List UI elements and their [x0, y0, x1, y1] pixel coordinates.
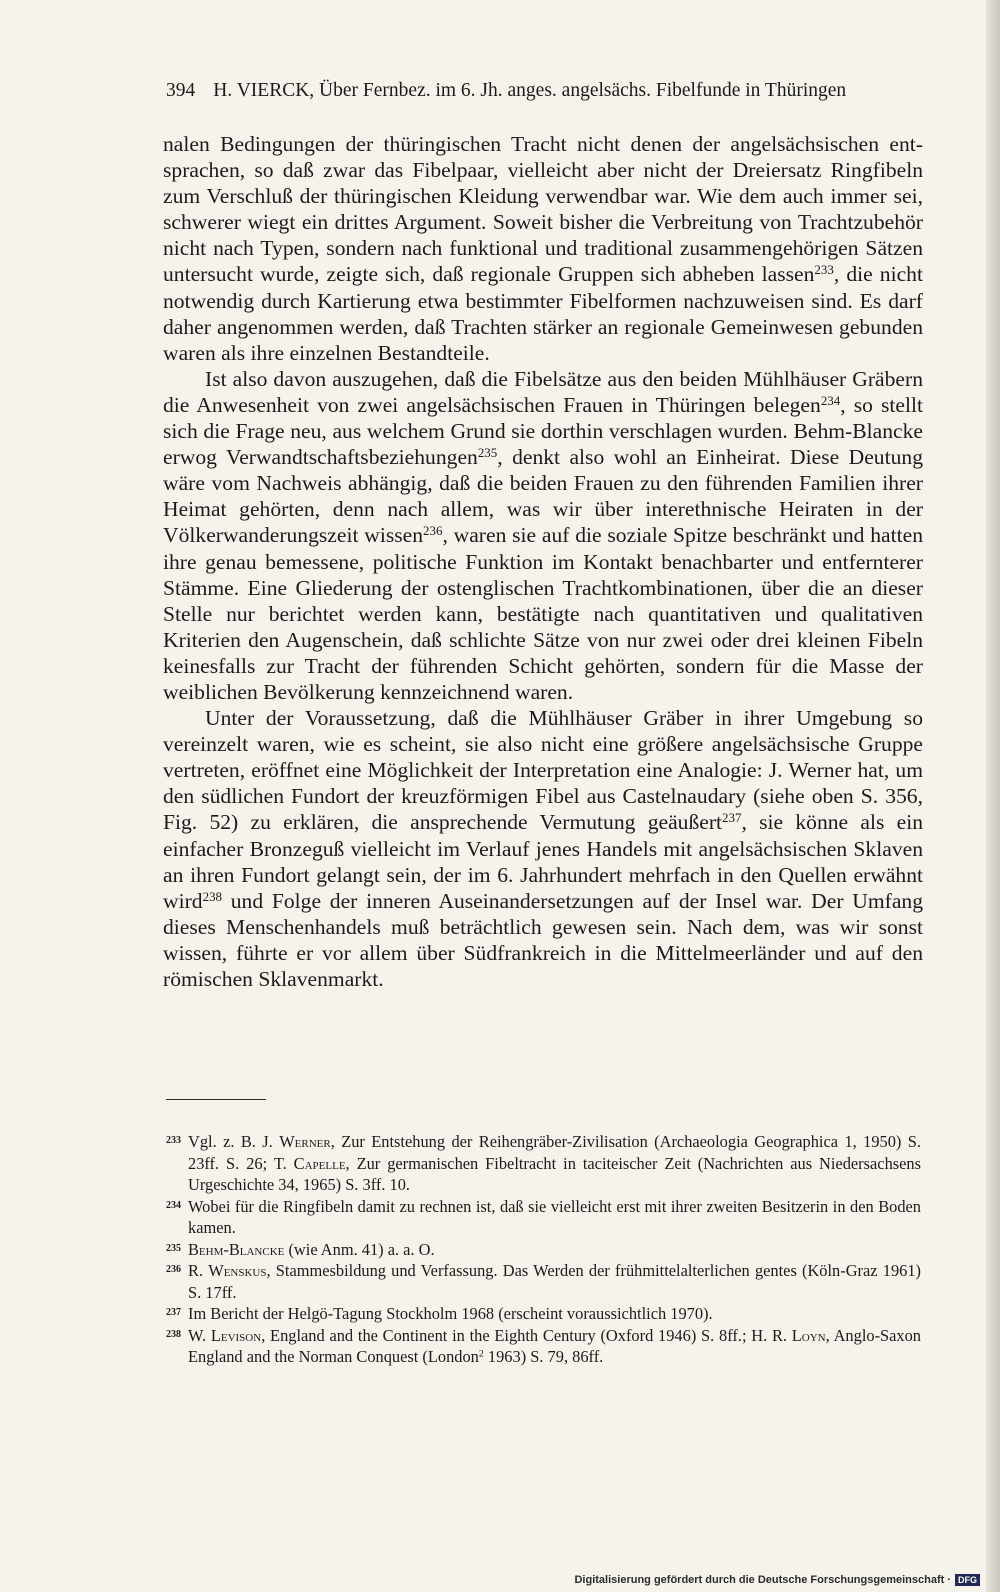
footnote-235 [166, 1239, 921, 1261]
paragraph-2 [163, 366, 923, 705]
footnote-ref-238[interactable]: 238 [202, 888, 223, 904]
text-run: R. [188, 1261, 209, 1280]
text-run: Wobei für die Ringfibeln damit zu rechnen ist, daß sie vielleicht erst mit ihrer zweiten Besitzerin in den Boden kamen. [188, 1196, 921, 1237]
text-run: und Folge der inneren Auseinandersetzungen auf der Insel war. Der Umfang dieses Menschenhandels muß beträchtlich gewesen sein. Nach dem, was wir sonst wissen, führte er vor allem über Südfrankreich in die Mittelmeerländer und auf den römischen Sklavenmarkt. [163, 888, 923, 991]
edition-superscript: 2 [478, 1348, 484, 1360]
footnote-ref-233[interactable]: 233 [814, 262, 834, 278]
text-run: W. [188, 1325, 211, 1345]
footnote-ref-236[interactable]: 236 [423, 523, 443, 539]
author-name: Capelle [293, 1153, 346, 1173]
text-run: Im Bericht der Helgö-Tagung Stockholm 1968 (erscheint voraussichtlich 1970). [188, 1304, 713, 1323]
footnote-ref-235[interactable]: 235 [477, 445, 498, 460]
text-run: , waren sie auf die soziale Spitze beschränkt und hatten ihre genau bemessene, politische Funktion im Kontakt benachbarter und entfernterer Stämme. Eine Gliederung der ostenglischen Trachtkombinationen, über die an dieser Stelle nur berichtet werden kann, bestätigte nach quantitativen und qualitativen Kriterien den Augenschein, daß schlichte Sätze von nur zwei oder drei kleinen Fibeln keinesfalls zur Tracht der führenden Schicht gehörten, sondern für die Masse der weiblichen Bevölkerung kennzeichnend waren. [163, 523, 923, 704]
text-run: , England and the Continent in the Eighth Century (Oxford 1946) S. 8ff.; H. R. [261, 1325, 792, 1345]
paragraph-1 [163, 131, 923, 366]
footnotes [166, 1131, 921, 1368]
text-run: , Zur germanischen Fibeltracht in taciteischer Zeit (Nachrichten aus Niedersachsens Urgeschichte 34, 1965) S. 3ff. 10. [188, 1153, 921, 1194]
footnote-ref-234[interactable]: 234 [820, 392, 841, 408]
footnote-237 [166, 1303, 921, 1325]
footnote-number: 238 [166, 1328, 181, 1340]
footnote-236 [166, 1260, 921, 1303]
text-run: , Stammesbildung und Verfassung. Das Werden der frühmittelalterlichen gentes (Köln-Graz 1961) S. 17ff. [188, 1261, 921, 1302]
running-title: H. VIERCK, Über Fernbez. im 6. Jh. anges. angelsächs. Fibelfunde in Thüringen [213, 80, 847, 101]
author-name: Behm-Blancke [188, 1239, 285, 1259]
footnote-238 [166, 1325, 921, 1368]
text-run: Ist also davon auszugehen, daß die Fibelsätze aus den beiden Mühlhäuser Gräbern die Anwesenheit von zwei angelsächsischen Frauen in Thüringen belegen [163, 366, 923, 417]
footnote-number: 234 [166, 1199, 181, 1211]
text-run: , die nicht notwendig durch Kartierung etwa bestimmter Fibelformen nachzuweisen sind. Es darf daher angenommen werden, daß Trachten stärker an regionale Gemeinwesen gebunden waren als ihre einzelnen Bestandteile. [163, 262, 923, 365]
digitization-footer [574, 1574, 980, 1586]
page-edge [986, 0, 1000, 1592]
author-name: Loyn [791, 1325, 826, 1345]
footnote-number: 233 [166, 1135, 181, 1146]
footnote-rule [166, 1099, 266, 1100]
running-header [166, 78, 858, 104]
footnote-234 [166, 1196, 921, 1239]
footnote-233 [166, 1131, 921, 1196]
author-name: Levison [210, 1325, 262, 1345]
footer-text: Digitalisierung gefördert durch die Deutsche Forschungsgemeinschaft · [574, 1573, 951, 1586]
author-name: Werner [279, 1132, 331, 1151]
page-number: 394 [166, 80, 196, 101]
footnote-ref-237[interactable]: 237 [722, 810, 742, 826]
text-run: , Zur Entstehung der Reihengräber-Zivilisation (Archaeologia Geographica 1, 1950) S. 23ff. S. 26; T. [188, 1132, 921, 1173]
body-text [163, 131, 923, 992]
text-run: Vgl. z. B. J. [188, 1132, 280, 1151]
text-run: Unter der Voraussetzung, daß die Mühlhäuser Gräber in ihrer Umgebung so vereinzelt waren, wie es scheint, sie also nicht eine größere angelsächsische Gruppe vertreten, eröffnet eine Möglichkeit der Interpretation eine Analogie: J. Werner hat, um den südlichen Fundort der kreuzförmigen Fibel aus Castelnaudary (siehe oben S. 356, Fig. 52) zu erklären, die ansprechende Vermutung geäußert [163, 706, 923, 835]
text-run: , sie könne als ein einfacher Bronzeguß vielleicht im Verlauf jenes Handels mit angelsächsischen Sklaven an ihren Fundort gelangt sein, der im 6. Jahrhundert mehrfach in den Quellen erwähnt wird [163, 810, 923, 913]
text-run: , denkt also wohl an Einheirat. Diese Deutung wäre vom Nachweis abhängig, daß die beiden Frauen zu den führenden Familien ihrer Heimat gehörten, denn nach allem, was wir über interethnische Heiraten in der Völkerwanderungszeit wissen [163, 445, 923, 548]
paragraph-3 [163, 705, 923, 992]
text-run: nalen Bedingungen der thüringischen Tracht nicht denen der angelsächsischen entsprachen, so daß zwar das Fibelpaar, vielleicht aber nicht der Dreiersatz Ringfibeln zum Verschluß der thüringischen Kleidung verwendbar war. Wie dem auch immer sei, schwerer wiegt ein drittes Argument. Soweit bisher die Verbreitung von Trachtzubehör nicht nach Typen, sondern nach funktional und traditional zusammengehörigen Sätzen untersucht wurde, zeigte sich, daß regionale Gruppen sich abheben lassen [163, 132, 923, 287]
dfg-logo[interactable]: DFG [955, 1574, 980, 1586]
footnote-number: 235 [166, 1242, 181, 1254]
footnote-number: 237 [166, 1307, 181, 1318]
text-run: , Anglo-Saxon England and the Norman Conquest (London [188, 1325, 921, 1366]
text-run: (wie Anm. 41) a. a. O. [284, 1239, 435, 1259]
author-name: Wenskus [208, 1261, 267, 1280]
text-run: 1963) S. 79, 86ff. [483, 1347, 604, 1366]
text-run: , so stellt sich die Frage neu, aus welchem Grund sie dorthin verschlagen wurden. Behm-Blancke erwog Verwandtschaftsbeziehungen [163, 392, 923, 470]
footnote-number: 236 [166, 1264, 181, 1275]
